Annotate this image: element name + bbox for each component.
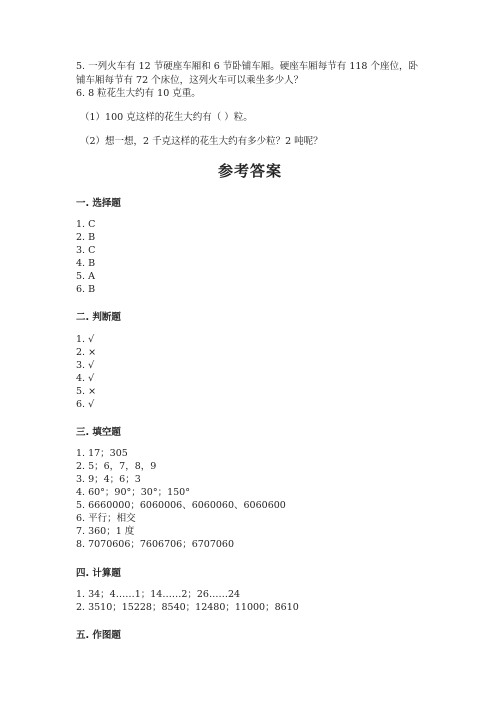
answer-item: 6. √ — [76, 399, 95, 410]
answer-item: 1. √ — [76, 334, 95, 345]
answer-item: 3. 9；4；6；3 — [76, 474, 141, 485]
answer-item: 2. 3510；15228；8540；12480；11000；8610 — [76, 602, 299, 613]
question-5-line-1: 5. 一列火车有 12 节硬座车厢和 6 节卧铺车厢。硬座车厢每节有 118 个座位，卧 — [76, 61, 418, 72]
answer-item: 1. 17；305 — [76, 448, 128, 459]
answer-item: 4. √ — [76, 373, 95, 384]
answer-item: 2. × — [76, 347, 97, 358]
answer-item: 3. C — [76, 245, 96, 256]
answer-key-title: 参考答案 — [217, 162, 282, 180]
answer-item: 5. A — [76, 271, 95, 282]
answer-item: 5. 6660000；6060006、6060060、6060600 — [76, 500, 286, 511]
question-6-stem: 6. 8 粒花生大约有 10 克重。 — [76, 88, 201, 99]
answer-item: 3. √ — [76, 360, 95, 371]
answer-item: 1. C — [76, 219, 96, 230]
answer-item: 7. 360；1 度 — [76, 526, 135, 537]
section-heading-choice: 一. 选择题 — [76, 198, 121, 209]
section-heading-judgment: 二. 判断题 — [76, 312, 121, 323]
answer-item: 4. B — [76, 258, 96, 269]
section-heading-drawing: 五. 作图题 — [76, 630, 121, 641]
question-6-part-2: （2）想一想，2 千克这样的花生大约有多少粒？2 吨呢？ — [80, 136, 323, 147]
answer-item: 6. 平行；相交 — [76, 513, 136, 524]
question-6-part-1: （1）100 克这样的花生大约有（ ）粒。 — [80, 112, 253, 123]
answer-item: 2. 5；6，7，8，9 — [76, 461, 157, 472]
answer-item: 1. 34；4……1；14……2；26……24 — [76, 589, 241, 600]
question-5-line-2: 铺车厢每节有 72 个床位，这列火车可以乘坐多少人？ — [76, 75, 304, 86]
answer-item: 2. B — [76, 232, 96, 243]
answer-item: 5. × — [76, 386, 97, 397]
section-heading-fill-blank: 三. 填空题 — [76, 427, 121, 438]
answer-item: 6. B — [76, 284, 96, 295]
answer-item: 4. 60°；90°；30°；150° — [76, 487, 190, 498]
section-heading-calculation: 四. 计算题 — [76, 568, 121, 579]
answer-item: 8. 7070606；7606706；6707060 — [76, 539, 235, 550]
